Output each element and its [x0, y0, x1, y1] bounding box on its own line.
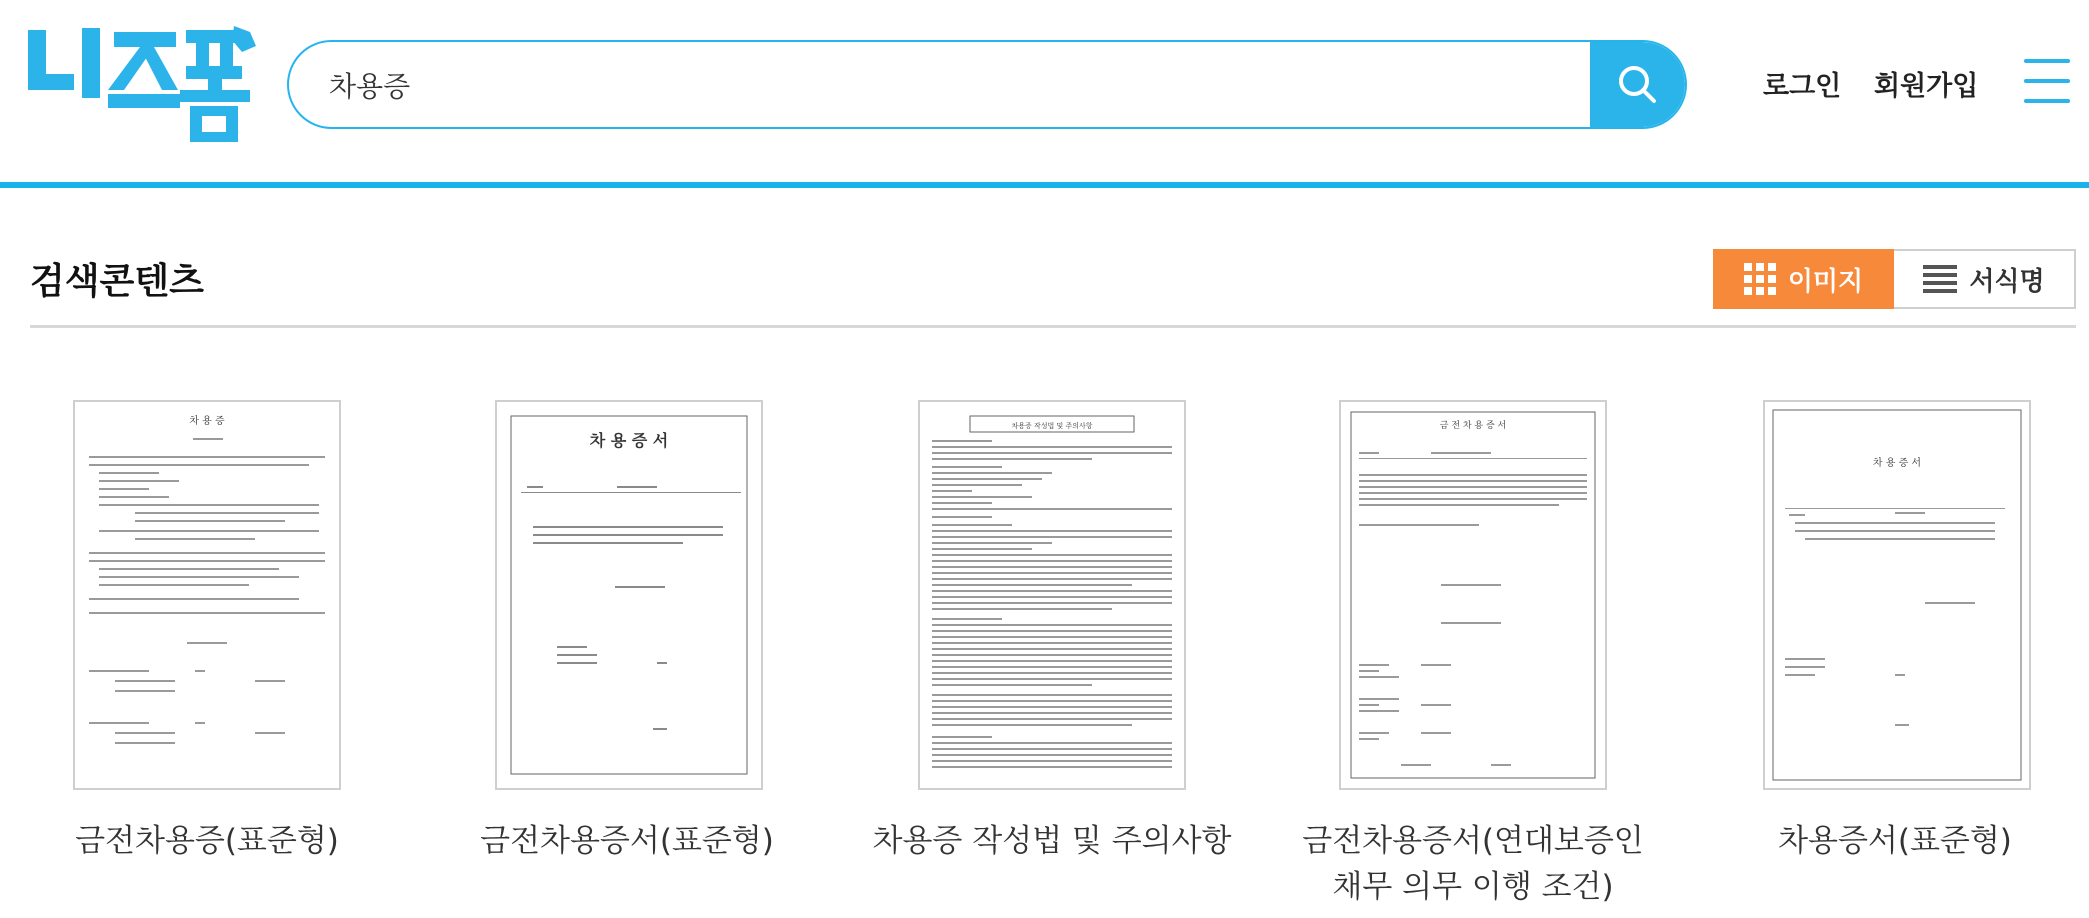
form-name-view-button[interactable] [1894, 249, 2076, 309]
grid-view-icon [1744, 263, 1776, 295]
document-thumbnail[interactable] [1339, 400, 1607, 790]
document-title[interactable]: 금전차용증서(표준형) [480, 823, 774, 859]
svg-text:차 용 증: 차 용 증 [189, 416, 225, 427]
search-button[interactable] [1590, 42, 1685, 127]
document-title[interactable]: 금전차용증서(연대보증인 채무 의무 이행 조건) [1302, 823, 1644, 905]
document-card[interactable] [1293, 400, 1653, 910]
svg-text:금 전 차 용 증 서: 금 전 차 용 증 서 [1439, 421, 1507, 431]
document-thumbnail[interactable] [73, 400, 341, 790]
document-card[interactable] [449, 400, 809, 910]
document-thumbnail[interactable] [495, 400, 763, 790]
list-view-icon [1923, 265, 1957, 293]
image-view-button[interactable] [1713, 249, 1894, 309]
search-bar [287, 40, 1687, 129]
document-thumbnail[interactable] [918, 400, 1186, 790]
svg-text:차 용 증 서: 차 용 증 서 [589, 431, 669, 450]
section-divider [30, 325, 2076, 328]
image-view-label: 이미지 [1787, 266, 1864, 297]
svg-text:차 용 증 서: 차 용 증 서 [1872, 458, 1922, 469]
site-logo[interactable] [28, 24, 256, 142]
document-thumbnail[interactable] [1763, 400, 2031, 790]
document-card[interactable] [872, 400, 1232, 910]
document-card[interactable] [43, 400, 403, 910]
login-link[interactable]: 로그인 [1763, 71, 1842, 102]
search-icon [1616, 63, 1660, 107]
form-name-view-label: 서식명 [1969, 266, 2045, 297]
signup-link[interactable]: 회원가입 [1874, 71, 1979, 102]
search-input[interactable] [329, 42, 1529, 127]
view-toggle [1713, 249, 2076, 309]
hamburger-menu-icon[interactable] [2024, 56, 2070, 106]
section-title: 검색콘텐츠 [30, 261, 204, 302]
document-title[interactable]: 차용증 작성법 및 주의사항 [872, 823, 1232, 859]
svg-text:차용증 작성법 및 주의사항: 차용증 작성법 및 주의사항 [1011, 422, 1093, 430]
site-header [0, 0, 2089, 188]
document-card[interactable] [1717, 400, 2077, 910]
document-title[interactable]: 금전차용증(표준형) [75, 823, 339, 859]
document-title[interactable]: 차용증서(표준형) [1778, 823, 2012, 859]
